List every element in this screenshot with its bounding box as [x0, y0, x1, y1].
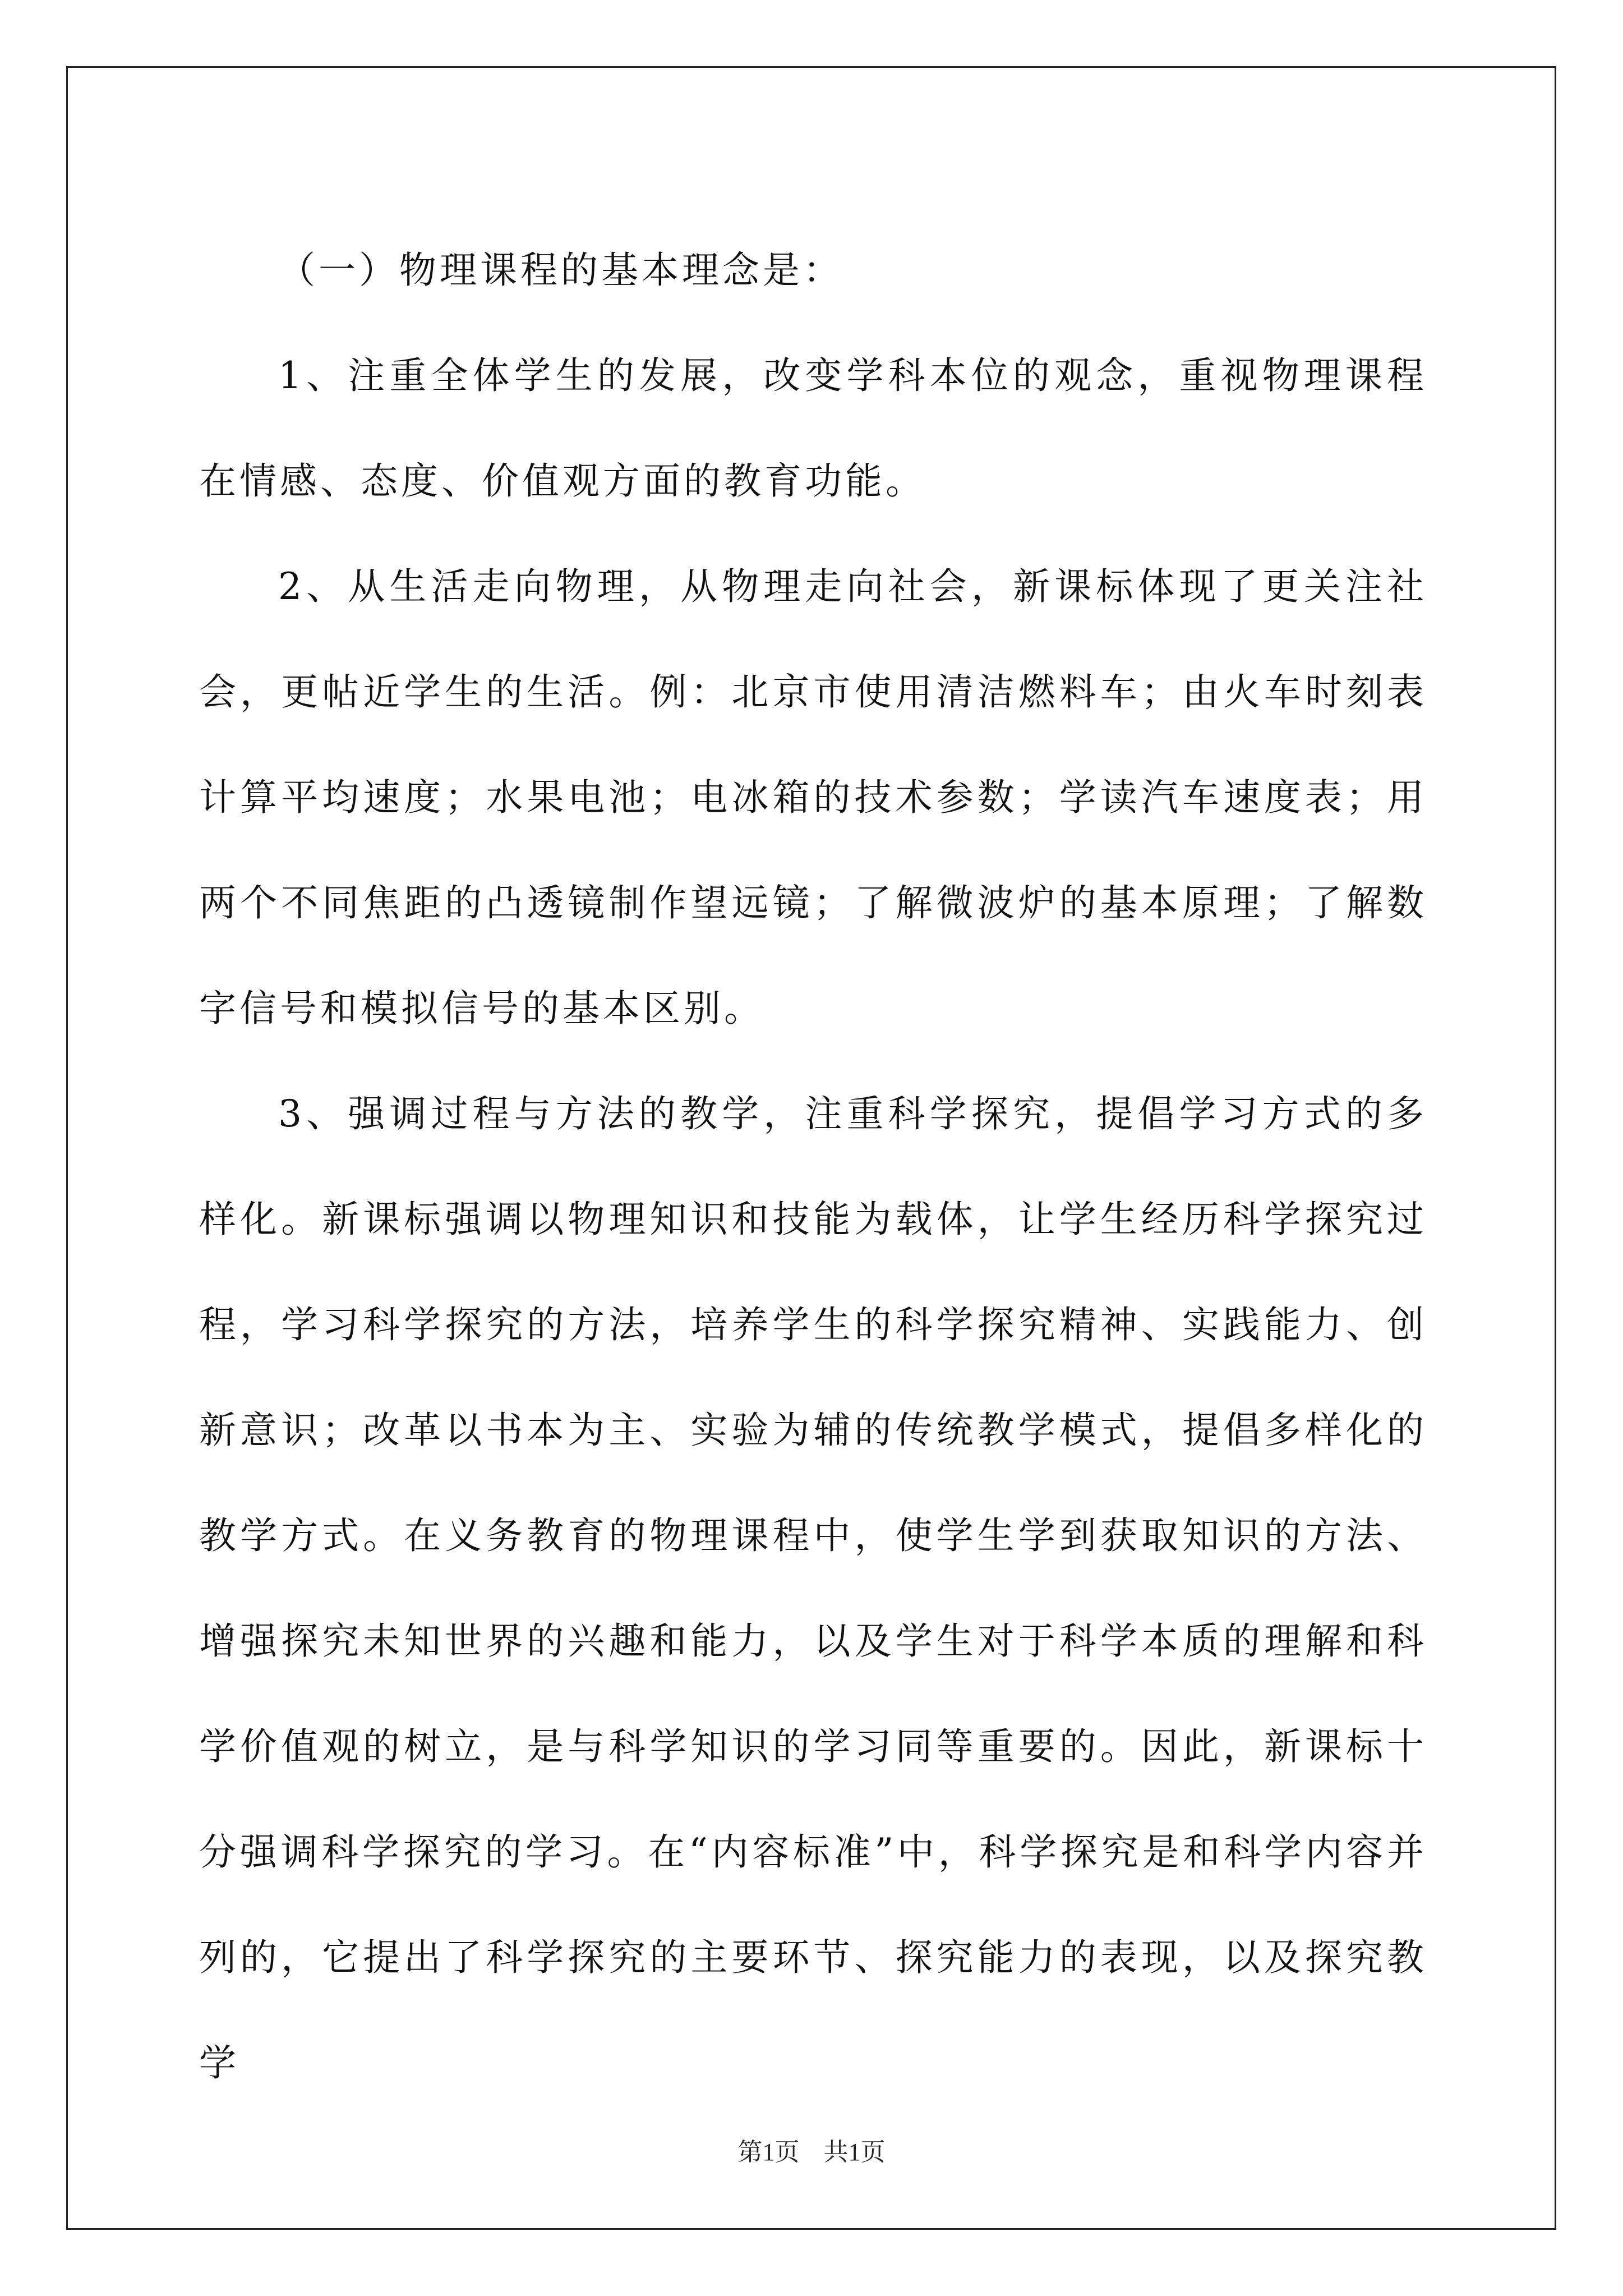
paragraph-1: 1、注重全体学生的发展，改变学科本位的观念，重视物理课程在情感、态度、价值观方面的教育功能。 — [199, 354, 1427, 503]
paragraph-3: 3、强调过程与方法的教学，注重科学探究，提倡学习方式的多样化。新课标强调以物理知识和技能为载体，让学生经历科学探究过程，学习科学探究的方法，培养学生的科学探究精神、实践能力、创新意识；改革以书本为主、实验为辅的传统教学模式，提倡多样化的教学方式。在义务教育的物理课程中，使学生学到获取知识的方法、增强探究未知世界的兴趣和能力，以及学生对于科学本质的理解和科学价值观的树立，是与科学知识的学习同等重要的。因此，新课标十分强调科学探究的学习。在“内容标准”中，科学探究是和科学内容并列的，它提出了科学探究的主要环节、探究能力的表现，以及探究教学 — [199, 1092, 1427, 2085]
page-number: 第1页 — [737, 2138, 800, 2166]
paragraph-2: 2、从生活走向物理，从物理走向社会，新课标体现了更关注社会，更帖近学生的生活。例：北京市使用清洁燃料车；由火车时刻表计算平均速度；水果电池；电冰箱的技术参数；学读汽车速度表；用两个不同焦距的凸透镜制作望远镜；了解微波炉的基本原理；了解数字信号和模拟信号的基本区别。 — [199, 565, 1427, 1030]
document-body — [199, 218, 1427, 2116]
paragraph-heading: （一）物理课程的基本理念是： — [278, 249, 843, 292]
page-total: 共1页 — [823, 2138, 886, 2166]
page-footer — [0, 2132, 1623, 2168]
